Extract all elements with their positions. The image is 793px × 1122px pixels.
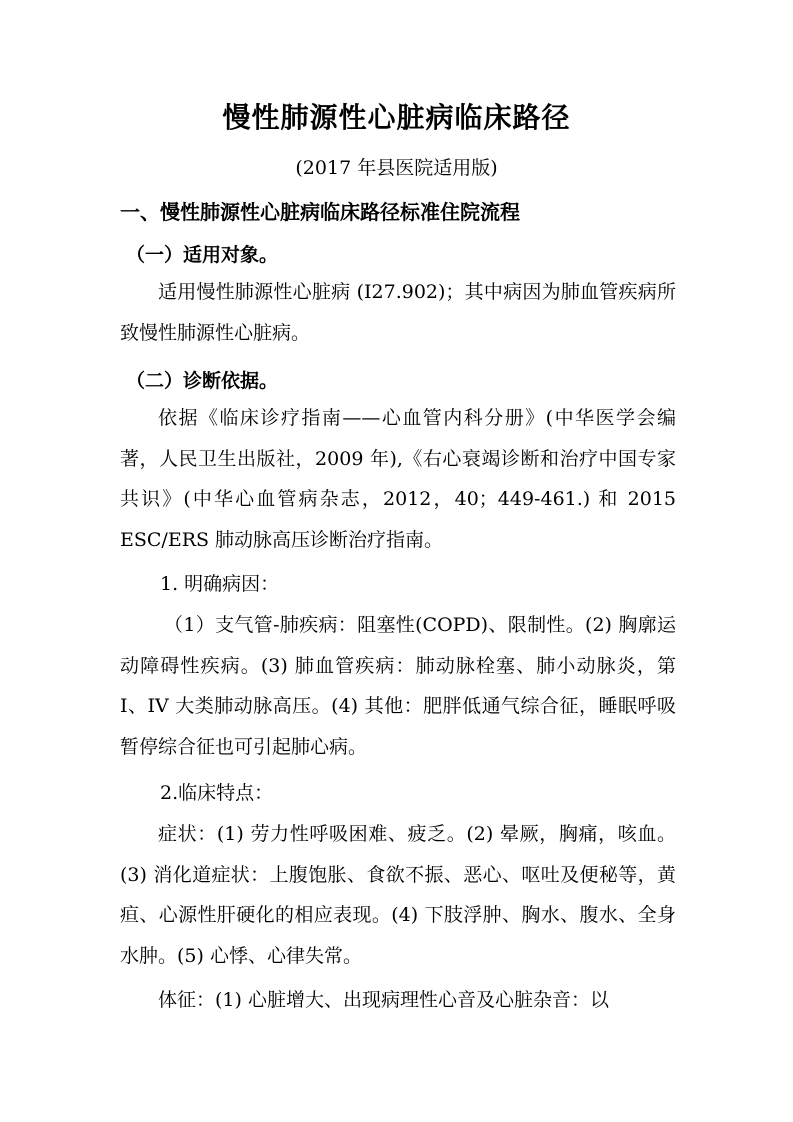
- paragraph-diagnosis-basis: 依据《临床诊疗指南——心血管内科分册》(中华医学会编著，人民卫生出版社，2009 年),《右心衰竭诊断和治疗中国专家共识》(中华心血管病杂志，2012，40；449-461.) 和 2015 ESC/ERS 肺动脉高压诊断治疗指南。: [120, 407, 676, 551]
- paragraph-etiology: （1）支气管-肺疾病：阻塞性(COPD)、限制性。(2) 胸廓运动障碍性疾病。(3) 肺血管疾病：肺动脉栓塞、肺小动脉炎，第 I、IV 大类肺动脉高压。(4) 其他：肥胖低通气综合征，睡眠呼吸暂停综合征也可引起肺心病。: [120, 614, 676, 758]
- document-title: 慢性肺源性心脏病临床路径: [222, 101, 571, 134]
- paragraph-scope: 适用慢性肺源性心脏病 (I27.902)；其中病因为肺血管疾病所致慢性肺源性心脏病。: [120, 281, 676, 344]
- item-heading-etiology: 1. 明确病因：: [160, 573, 280, 595]
- paragraph-signs: 体征：(1) 心脏增大、出现病理性心音及心脏杂音：以: [158, 989, 609, 1011]
- document-subtitle: (2017 年县医院适用版): [295, 157, 498, 179]
- item-heading-clinical-features: 2.临床特点：: [160, 782, 274, 804]
- paragraph-symptoms: 症状：(1) 劳力性呼吸困难、疲乏。(2) 晕厥，胸痛，咳血。(3) 消化道症状：上腹饱胀、食欲不振、恶心、呕吐及便秘等，黄疸、心源性肝硬化的相应表现。(4) 下肢浮肿、胸水、腹水、全身水肿。(5) 心悸、心律失常。: [120, 823, 676, 967]
- subsection-heading-diagnosis: （二）诊断依据。: [126, 370, 279, 392]
- subsection-heading-scope: （一）适用对象。: [126, 244, 279, 266]
- section-heading: 一、慢性肺源性心脏病临床路径标准住院流程: [120, 200, 520, 224]
